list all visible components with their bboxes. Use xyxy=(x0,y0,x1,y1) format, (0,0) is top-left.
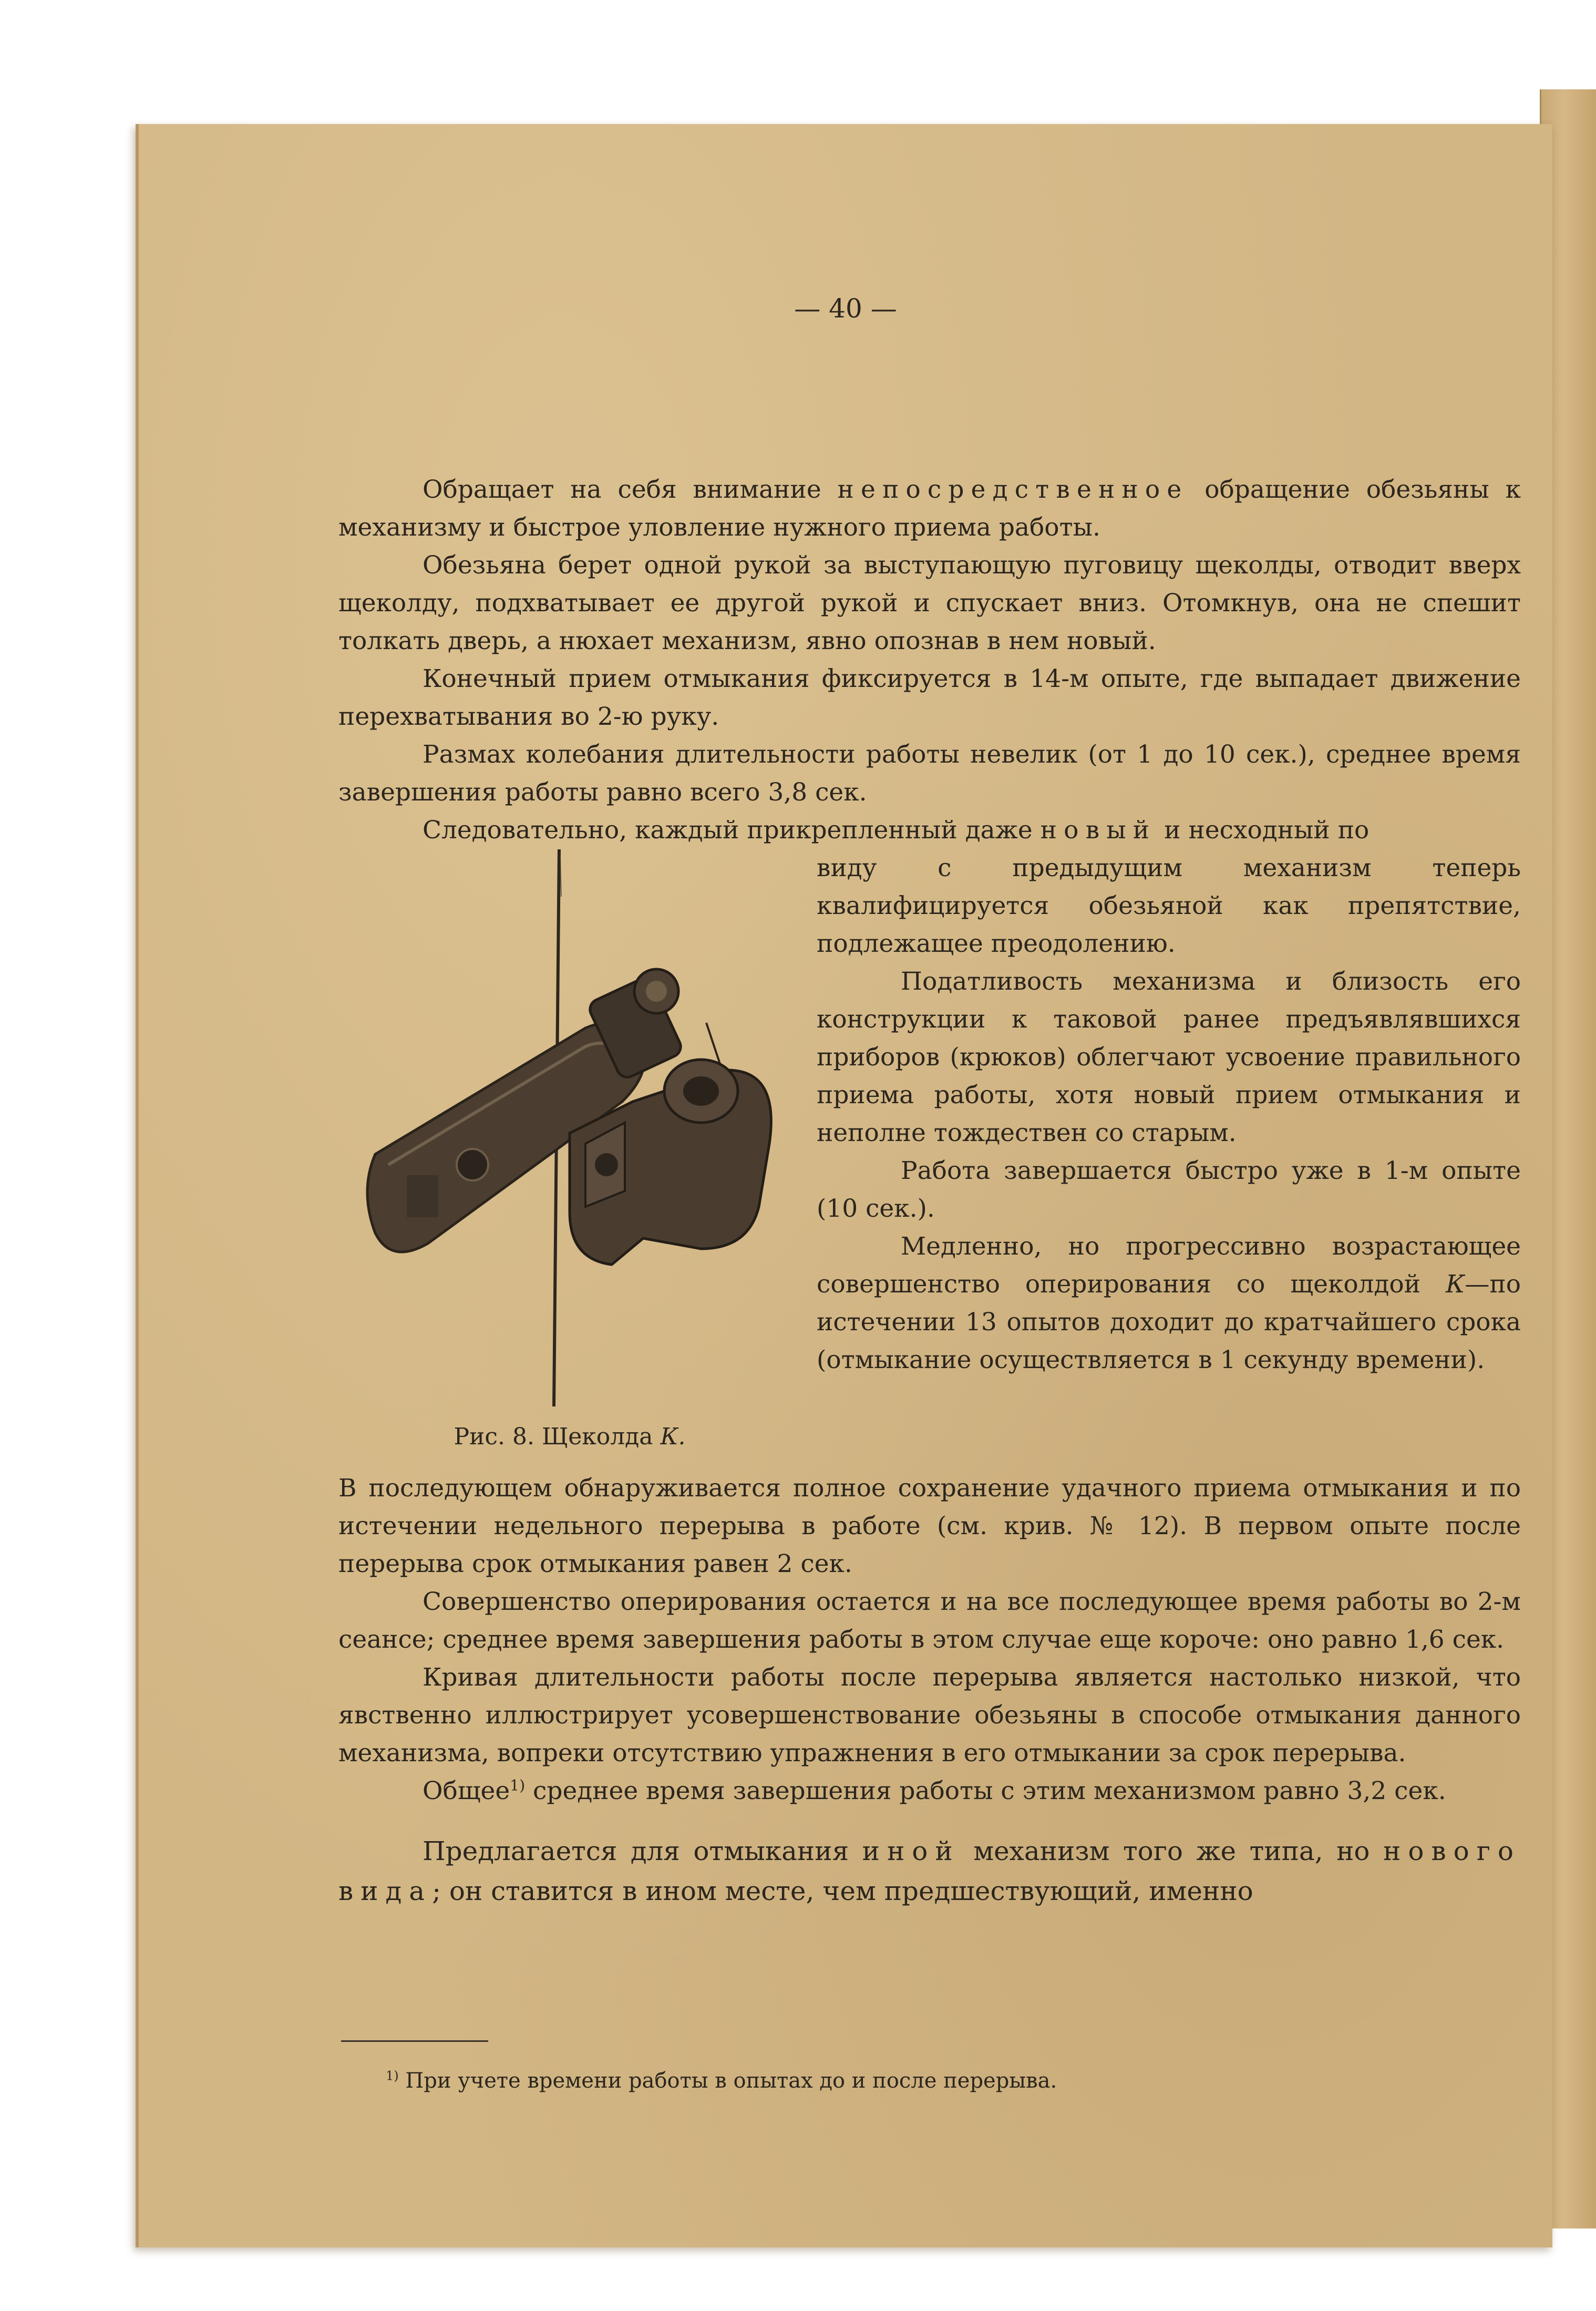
paragraph-14-text-e: ; он ставится в ином месте, чем предшествующий, именно xyxy=(432,1876,1253,1906)
paragraph-9-text-a: Медленно, но прогрессивно возрастающее совершенство оперирования со щеколдой xyxy=(817,1232,1521,1299)
paragraph-13 xyxy=(338,1772,1521,1810)
spaced-emphasis: нового вида xyxy=(338,1836,1521,1906)
figure-caption xyxy=(338,1423,801,1450)
paragraph-12: Кривая длительности работы после перерыва является настолько низкой, что явственно иллюстрирует усовершенствование обезьяны в способе отмыкания данного механизма, вопреки отсутствию упражнения в его отмыкании за срок перерыва. xyxy=(338,1663,1521,1768)
paragraph-5-text-a: Следовательно, каждый прикрепленный даже xyxy=(423,816,1041,845)
paragraph-1 xyxy=(338,471,1521,547)
page-number: — 40 — xyxy=(794,293,897,324)
spaced-emphasis: иной xyxy=(862,1836,960,1866)
footnote-rule xyxy=(341,2040,488,2042)
footnote-reference: 1) xyxy=(510,1776,526,1794)
figure-latch-illustration xyxy=(338,776,801,1443)
paragraph-8: Работа завершается быстро уже в 1-м опыте (10 сек.). xyxy=(817,1156,1521,1223)
paragraph-5-text-b: и несходный по xyxy=(1156,816,1370,845)
paragraph-11: Совершенство оперирования остается и на все последующее время работы во 2-м сеансе; среднее время завершения работы в этом случае еще короче: оно равно 1,6 сек. xyxy=(338,1587,1521,1654)
paragraph-9 xyxy=(817,1228,1521,1379)
paragraph-1-text-b: обращение обезьяны к механизму и быстрое уловление нужного приема работы. xyxy=(338,475,1521,542)
paragraph-14 xyxy=(338,1831,1521,1911)
text-block-side xyxy=(817,849,1521,1379)
footnote-text: При учете времени работы в опытах до и после перерыва. xyxy=(398,2069,1057,2093)
paragraph-6: виду с предыдущим механизм теперь квалифицируется обезьяной как препятствие, подлежащее преодолению. xyxy=(817,854,1521,958)
paragraph-1-text-a: Обращает на себя внимание xyxy=(423,475,838,504)
paragraph-14-text-a: Предлагается для отмыкания xyxy=(423,1836,862,1866)
figure-caption-text: Рис. 8. Щеколда xyxy=(454,1423,661,1450)
spaced-emphasis: новый xyxy=(1040,816,1157,845)
paragraph-3: Конечный прием отмыкания фиксируется в 14-м опыте, где выпадает движение перехватывания во 2-ю руку. xyxy=(338,664,1521,731)
paragraph-2: Обезьяна берет одной рукой за выступающую пуговицу щеколды, отводит вверх щеколду, подхватывает ее другой рукой и спускает вниз. Отомкнув, она не спешит толкать дверь, а нюхает механизм, явно опознав в нем новый. xyxy=(338,551,1521,655)
paragraph-14-text-c: механизм того же типа, но xyxy=(960,1836,1384,1866)
paragraph-9-text-b: —по истечении 13 опытов доходит до кратчайшего срока (отмыкание осуществляется в 1 секунду времени). xyxy=(817,1270,1521,1374)
footnote xyxy=(386,2069,1489,2093)
paragraph-4: Размах колебания длительности работы невелик (от 1 до 10 сек.), среднее время завершения работы равно всего 3,8 сек. xyxy=(338,740,1521,807)
paragraph-13-text-a: Общее xyxy=(423,1776,510,1805)
book-page xyxy=(136,124,1552,2247)
paragraph-13-text-b: среднее время завершения работы с этим механизмом равно 3,2 сек. xyxy=(525,1776,1446,1805)
footnote-mark: 1) xyxy=(386,2068,399,2083)
figure-caption-italic: К. xyxy=(660,1423,686,1450)
italic-latch-letter: К xyxy=(1446,1270,1465,1299)
spaced-emphasis: непосредственное xyxy=(837,475,1189,504)
paragraph-7: Податливость механизма и близость его конструкции к таковой ранее предъявлявшихся приборов (крюков) облегчают усвоение правильного приема работы, хотя новый прием отмыкания и неполне тождествен со старым. xyxy=(817,967,1521,1147)
paragraph-10: В последующем обнаруживается полное сохранение удачного приема отмыкания и по истечении недельного перерыва в работе (см. крив. № 12). В первом опыте после перерыва срок отмыкания равен 2 сек. xyxy=(338,1474,1521,1578)
text-block-bottom xyxy=(338,1470,1521,1911)
